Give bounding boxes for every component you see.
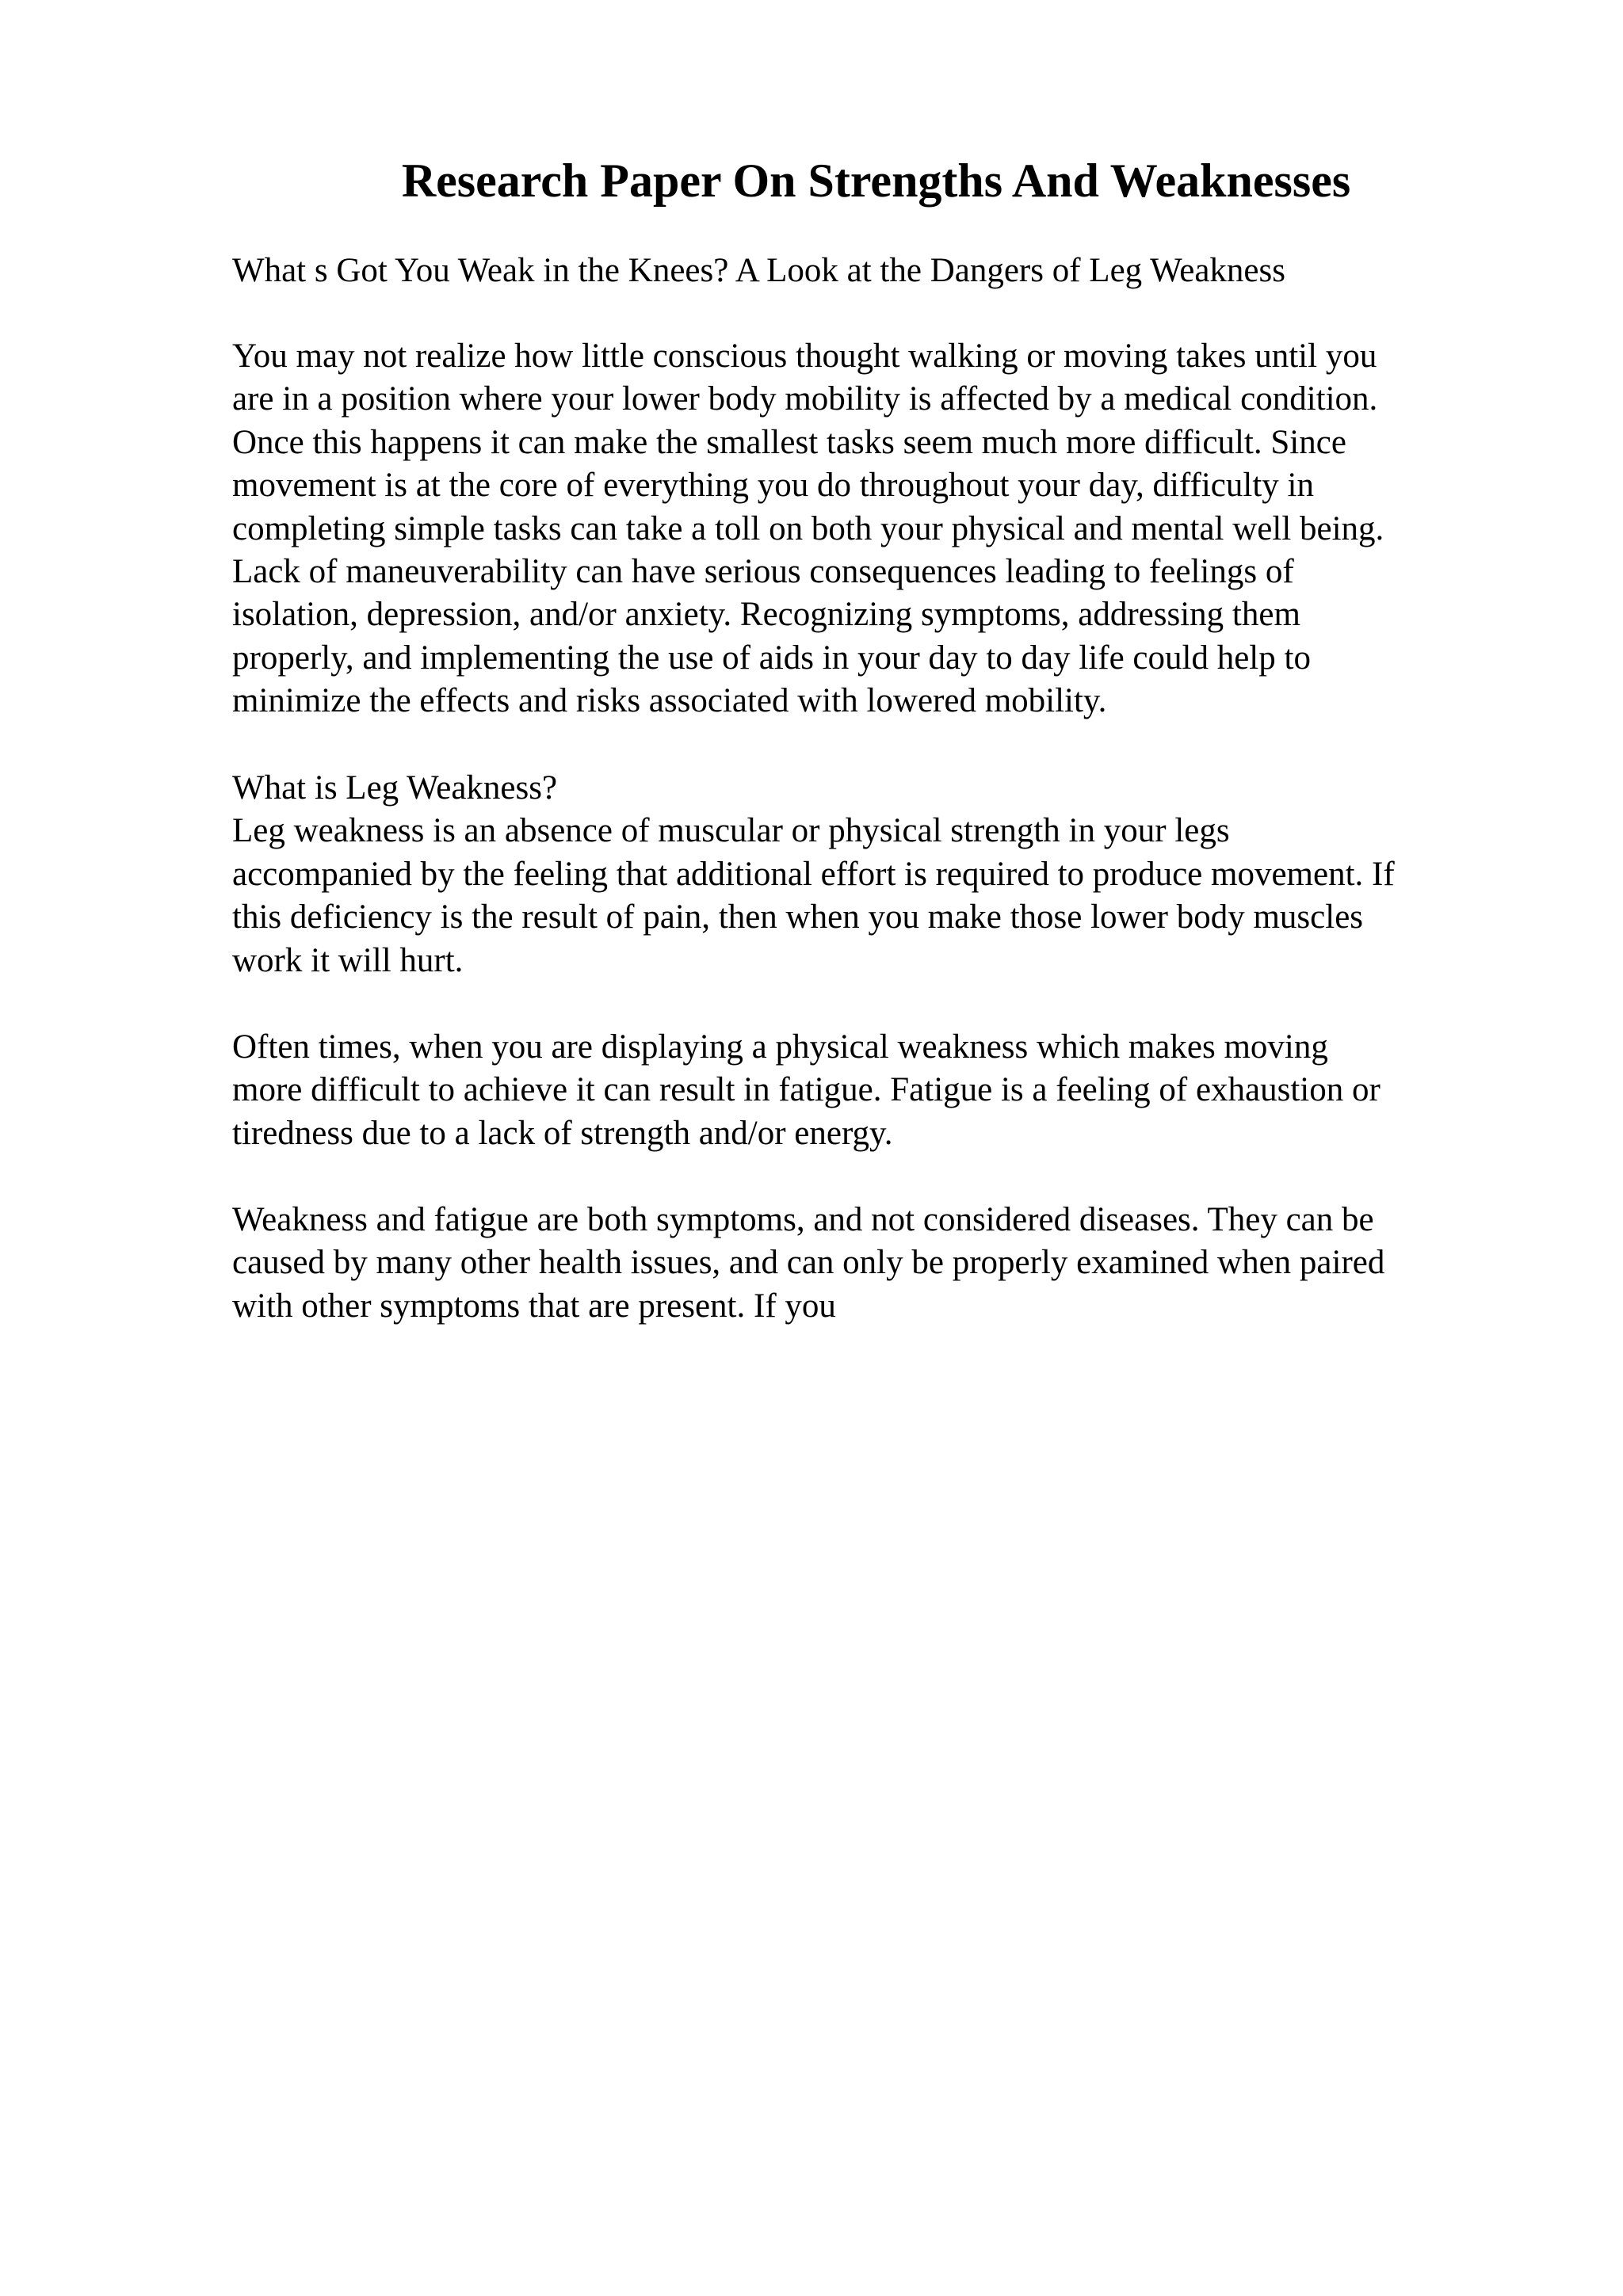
document-subtitle	[232, 250, 1516, 292]
paragraph-line: this deficiency is the result of pain, then when you make those lower body muscles	[232, 898, 1364, 936]
paragraph-line: with other symptoms that are present. If you	[232, 1287, 836, 1325]
paragraph-line: Leg weakness is an absence of muscular or physical strength in your legs	[232, 812, 1230, 850]
section-heading-leg-weakness: What is Leg Weakness?	[232, 769, 558, 807]
paragraph-line: work it will hurt.	[232, 941, 464, 979]
paragraph-line: more difficult to achieve it can result in fatigue. Fatigue is a feeling of exhaustion or	[232, 1071, 1381, 1109]
paragraph-2	[232, 767, 1516, 982]
paragraph-line: accompanied by the feeling that additional effort is required to produce movement. If	[232, 855, 1395, 893]
paragraph-line: You may not realize how little conscious thought walking or moving takes until you	[232, 338, 1377, 375]
paragraph-line: Weakness and fatigue are both symptoms, and not considered diseases. They can be	[232, 1201, 1374, 1238]
paragraph-line: isolation, depression, and/or anxiety. Recognizing symptoms, addressing them	[232, 596, 1300, 634]
paragraph-line: tiredness due to a lack of strength and/or energy.	[232, 1114, 893, 1152]
paragraph-line: completing simple tasks can take a toll on both your physical and mental well being.	[232, 509, 1384, 547]
paragraph-line: are in a position where your lower body mobility is affected by a medical condition.	[232, 380, 1378, 418]
paragraph-line: Once this happens it can make the smallest tasks seem much more difficult. Since	[232, 423, 1346, 461]
document-title-text: Research Paper On Strengths And Weaknesses	[401, 154, 1351, 207]
paragraph-1	[232, 335, 1516, 723]
paragraph-line: Often times, when you are displaying a physical weakness which makes moving	[232, 1028, 1328, 1066]
subtitle-line: What s Got You Weak in the Knees? A Look at the Dangers of Leg Weakness	[232, 252, 1285, 289]
paragraph-line: properly, and implementing the use of aids in your day to day life could help to	[232, 639, 1311, 677]
paragraph-line: Lack of maneuverability can have serious consequences leading to feelings of	[232, 553, 1294, 591]
document-title	[0, 152, 1623, 209]
paragraph-line: caused by many other health issues, and can only be properly examined when paired	[232, 1244, 1385, 1282]
paragraph-line: movement is at the core of everything you do throughout your day, difficulty in	[232, 467, 1314, 505]
paragraph-3	[232, 1026, 1516, 1155]
paragraph-line: minimize the effects and risks associated with lowered mobility.	[232, 682, 1107, 720]
paragraph-4	[232, 1199, 1516, 1328]
